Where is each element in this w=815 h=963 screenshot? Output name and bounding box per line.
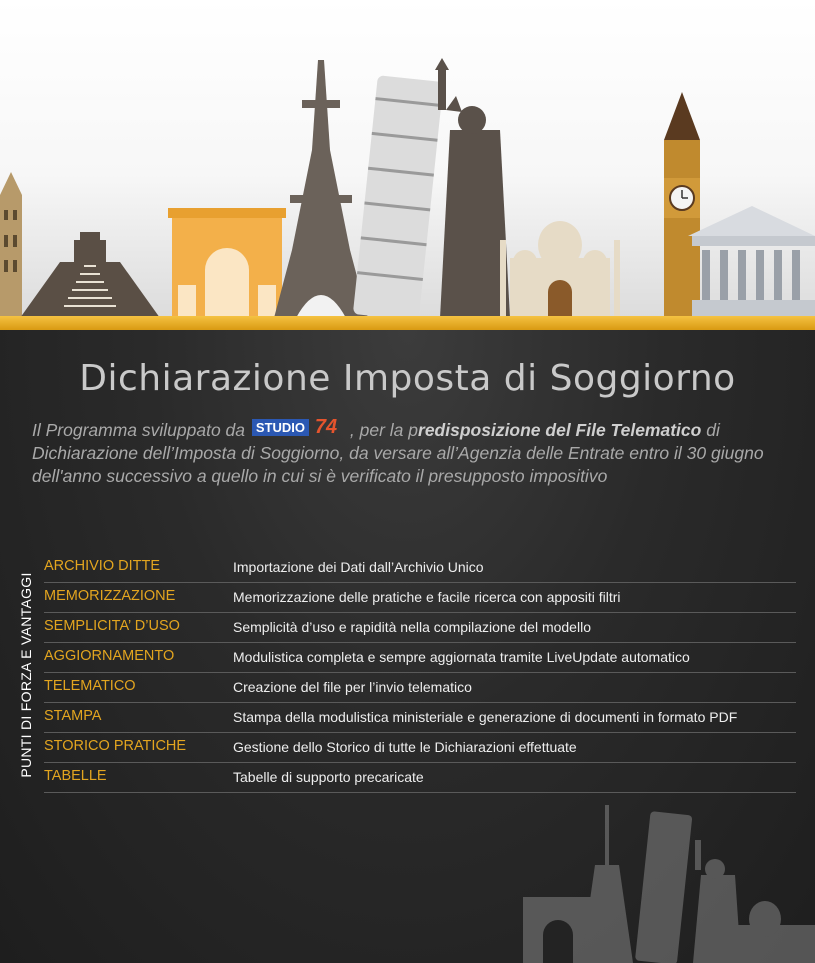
- intro-paragraph: [32, 418, 792, 488]
- logo-number: 74: [314, 416, 338, 438]
- feature-row: [44, 553, 796, 583]
- gold-divider-bar: [0, 316, 815, 330]
- feature-value: Modulistica completa e sempre aggiornata tramite LiveUpdate automatico: [233, 649, 690, 665]
- bell-tower-landmark: [0, 172, 22, 318]
- feature-value: Creazione del file per l’invio telematico: [233, 679, 472, 695]
- feature-key: STORICO PRATICHE: [44, 738, 187, 754]
- intro-text-1: Il Programma sviluppato da: [32, 420, 246, 440]
- feature-key: STAMPA: [44, 708, 102, 724]
- feature-value: Memorizzazione delle pratiche e facile ricerca con appositi filtri: [233, 589, 621, 605]
- page-title: Dichiarazione Imposta di Soggiorno: [79, 358, 736, 399]
- feature-row: [44, 673, 796, 703]
- feature-key: ARCHIVIO DITTE: [44, 558, 161, 574]
- feature-key: AGGIORNAMENTO: [44, 648, 175, 664]
- feature-row: [44, 703, 796, 733]
- feature-key: SEMPLICITA’ D’USO: [44, 618, 180, 634]
- leaning-tower-landmark: [353, 75, 444, 318]
- bottom-landmarks-illustration: [515, 795, 815, 963]
- feature-row: [44, 613, 796, 643]
- logo-text: STUDIO: [252, 419, 309, 436]
- feature-value: Tabelle di supporto precaricate: [233, 769, 424, 785]
- feature-row: [44, 763, 796, 793]
- feature-row: [44, 733, 796, 763]
- feature-value: Semplicità d’uso e rapidità nella compilazione del modello: [233, 619, 591, 635]
- feature-value: Gestione dello Storico di tutte le Dichiarazioni effettuate: [233, 739, 577, 755]
- feature-row: [44, 583, 796, 613]
- statue-of-liberty-landmark: [435, 58, 510, 318]
- feature-value: Stampa della modulistica ministeriale e generazione di documenti in formato PDF: [233, 709, 738, 725]
- feature-key: TELEMATICO: [44, 678, 136, 694]
- feature-row: [44, 643, 796, 673]
- studio74-logo: [252, 418, 348, 438]
- eiffel-tower-landmark: [274, 60, 368, 318]
- intro-text-2: , per la p: [349, 420, 419, 440]
- side-label: PUNTI DI FORZA E VANTAGGI: [18, 572, 34, 778]
- landmarks-banner: [0, 0, 815, 318]
- features-list: [44, 553, 796, 793]
- intro-text-3: di Dichiarazione dell’Imposta di Soggiorno, da versare all’Agenzia delle Entrate entro il 30 giugno dell'anno successivo a quello in cui si è verificato il presupposto impositivo: [32, 420, 764, 486]
- intro-emphasis: redisposizione del File Telematico: [418, 420, 702, 440]
- feature-key: TABELLE: [44, 768, 107, 784]
- feature-value: Importazione dei Dati dall’Archivio Unico: [233, 559, 484, 575]
- landmarks-skyline-illustration: [0, 0, 815, 318]
- feature-key: MEMORIZZAZIONE: [44, 588, 176, 604]
